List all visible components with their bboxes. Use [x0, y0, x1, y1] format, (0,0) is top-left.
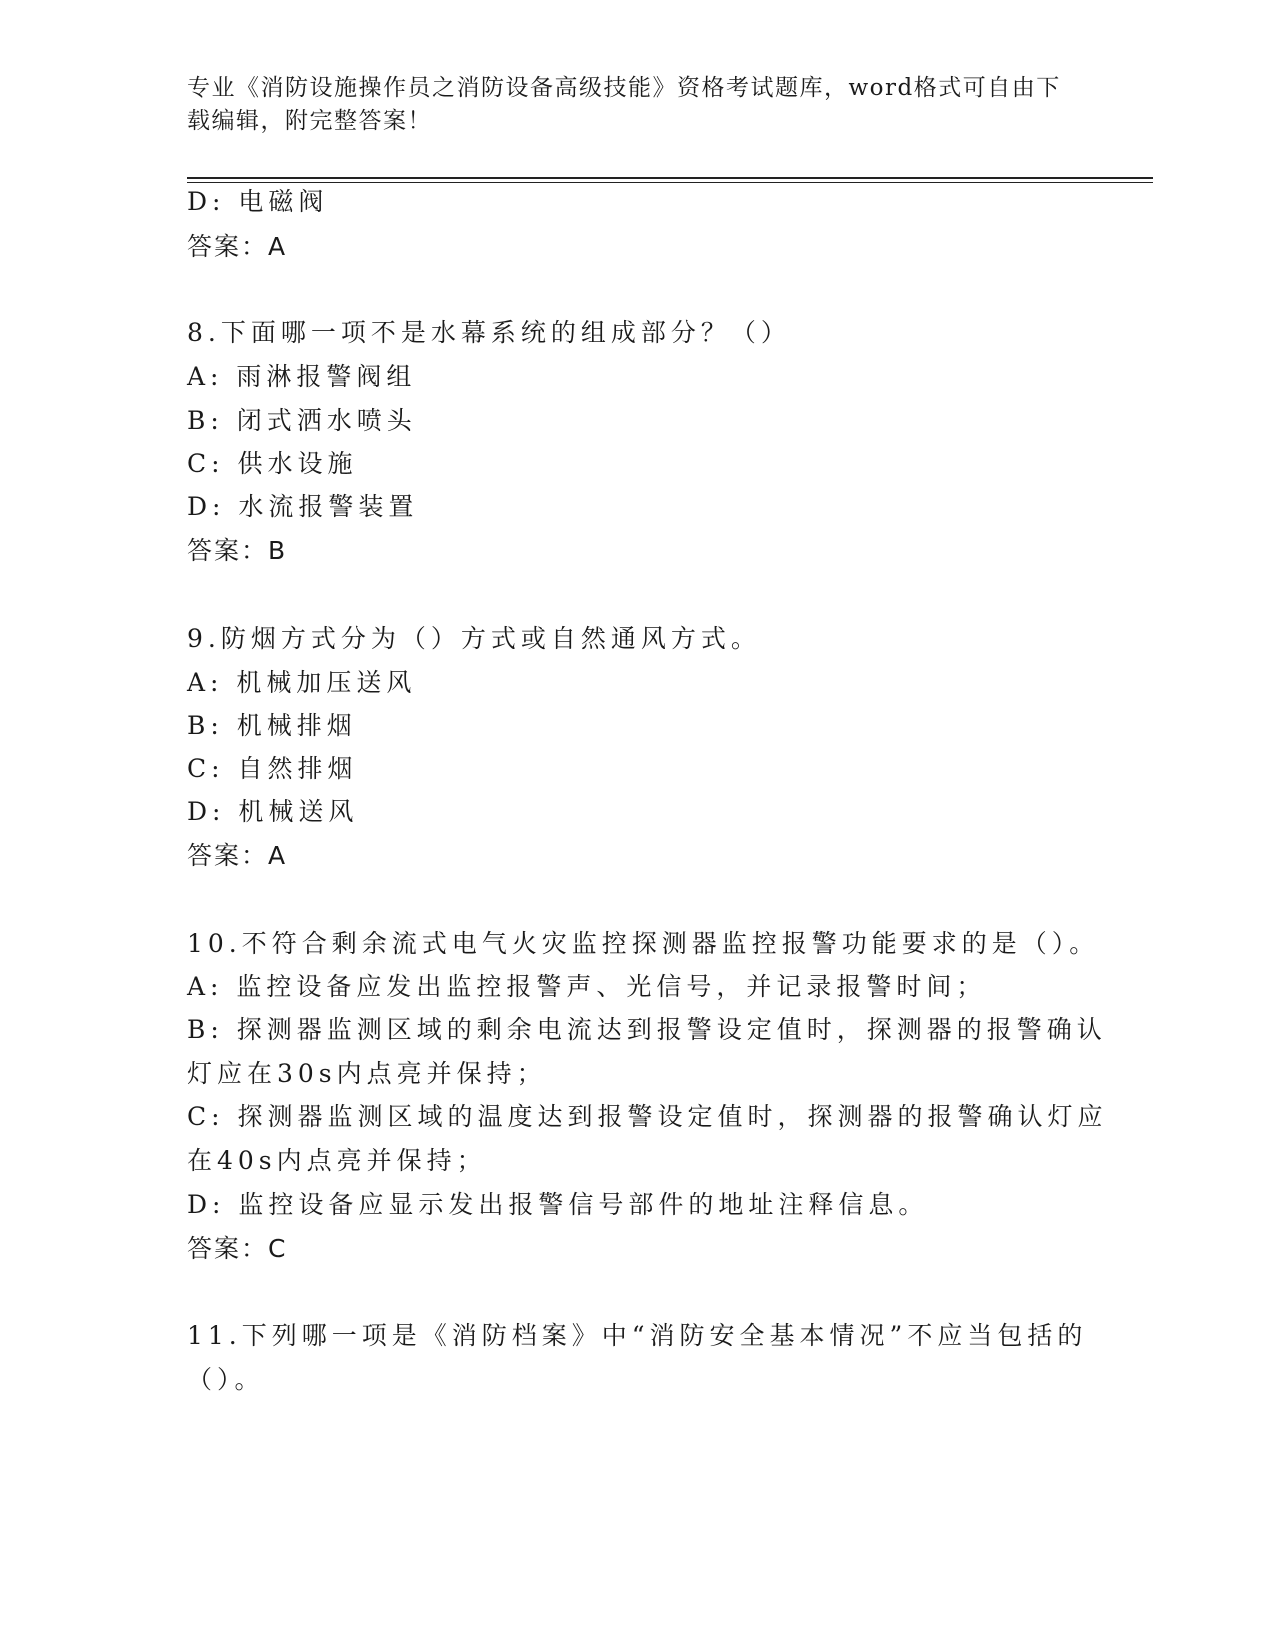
q10-question: 10.不符合剩余流式电气火灾监控探测器监控报警功能要求的是（）。: [187, 929, 1100, 958]
q7-answer: 答案：A: [187, 232, 288, 261]
q11-question-line1: 11.下列哪一项是《消防档案》中“消防安全基本情况”不应当包括的: [187, 1321, 1088, 1350]
q10-answer: 答案：C: [187, 1234, 288, 1263]
q9-question: 9.防烟方式分为（）方式或自然通风方式。: [187, 624, 761, 653]
q8-option-b: B: 闭式洒水喷头: [187, 406, 417, 435]
q9-option-a: A: 机械加压送风: [187, 668, 417, 697]
q9-option-d: D: 机械送风: [187, 797, 359, 826]
q10-option-c-line1: C: 探测器监测区域的温度达到报警设定值时，探测器的报警确认灯应: [187, 1102, 1108, 1131]
document-header: 专业《消防设施操作员之消防设备高级技能》资格考试题库，word格式可自由下载编辑，附完整答案！: [187, 75, 1061, 134]
q10-option-b-line2: 灯应在30s内点亮并保持；: [187, 1059, 547, 1088]
q10-option-a: A: 监控设备应发出监控报警声、光信号，并记录报警时间；: [187, 972, 987, 1001]
header-divider-thin: [187, 182, 1153, 183]
q11-question-line2: （）。: [187, 1365, 265, 1394]
q8-option-c: C: 供水设施: [187, 449, 358, 478]
q8-option-a: A: 雨淋报警阀组: [187, 362, 417, 391]
q9-answer: 答案：A: [187, 841, 288, 870]
q8-question: 8.下面哪一项不是水幕系统的组成部分？（）: [187, 318, 791, 347]
q7-option-d: D: 电磁阀: [187, 187, 329, 216]
q10-option-c-line2: 在40s内点亮并保持；: [187, 1146, 487, 1175]
q10-option-b-line1: B: 探测器监测区域的剩余电流达到报警设定值时，探测器的报警确认: [187, 1015, 1107, 1044]
q9-option-b: B: 机械排烟: [187, 711, 357, 740]
q10-option-d: D: 监控设备应显示发出报警信号部件的地址注释信息。: [187, 1190, 929, 1219]
q9-option-c: C: 自然排烟: [187, 754, 358, 783]
q8-option-d: D: 水流报警装置: [187, 492, 419, 521]
q8-answer: 答案：B: [187, 536, 288, 565]
header-divider-thick: [187, 177, 1153, 179]
